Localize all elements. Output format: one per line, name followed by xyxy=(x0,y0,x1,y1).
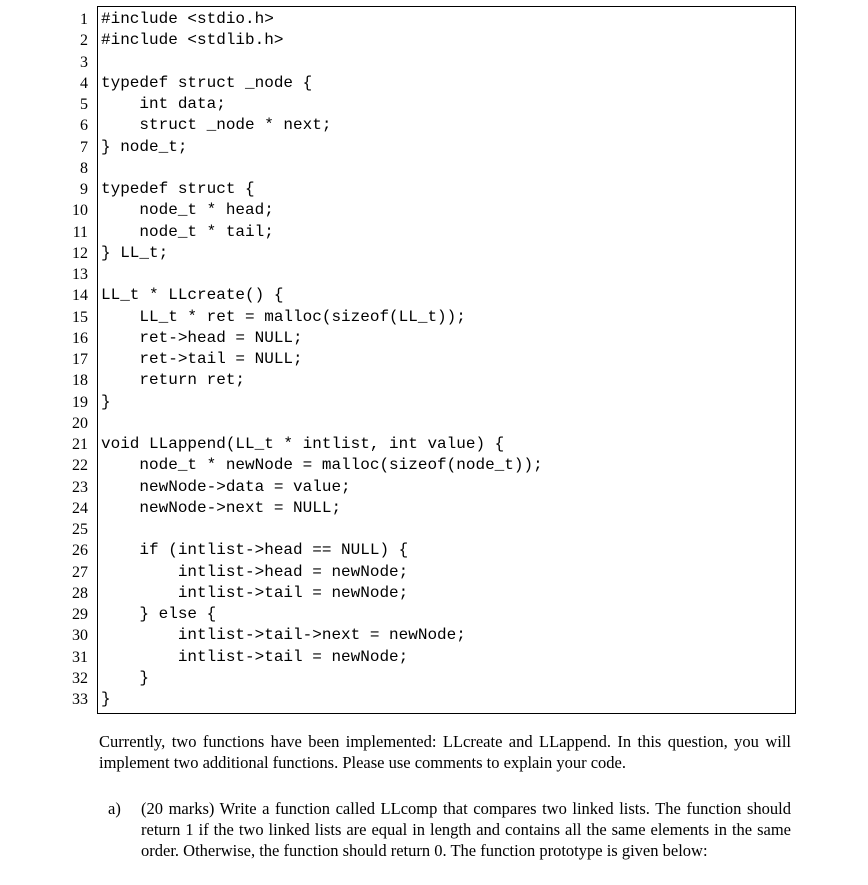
line-number: 28 xyxy=(72,584,88,602)
code-line: node_t * head; xyxy=(101,201,274,220)
line-number: 15 xyxy=(72,308,88,326)
code-line: intlist->tail = newNode; xyxy=(101,647,409,666)
line-number: 25 xyxy=(72,521,88,538)
code-line: newNode->data = value; xyxy=(101,477,351,496)
code-line: #include <stdlib.h> xyxy=(101,31,284,50)
line-number: 21 xyxy=(72,436,88,453)
code-line: } node_t; xyxy=(101,137,188,156)
code-line: LL_t * ret = malloc(sizeof(LL_t)); xyxy=(101,307,466,326)
line-number: 30 xyxy=(72,627,88,645)
code-line xyxy=(101,519,543,540)
code-line: intlist->head = newNode; xyxy=(101,562,409,581)
line-number: 32 xyxy=(72,669,88,687)
line-number: 3 xyxy=(80,53,88,71)
line-number: 14 xyxy=(72,287,88,305)
line-number: 16 xyxy=(72,329,88,347)
line-number: 12 xyxy=(72,244,88,262)
code-listing xyxy=(101,9,543,710)
code-line: newNode->next = NULL; xyxy=(101,498,342,517)
line-number: 2 xyxy=(80,32,88,50)
code-line xyxy=(101,52,543,73)
code-line: } xyxy=(101,690,111,708)
line-number: 4 xyxy=(80,74,88,92)
line-number: 20 xyxy=(72,414,88,432)
code-line: LL_t * LLcreate() { xyxy=(101,286,284,305)
line-number: 19 xyxy=(72,393,88,411)
code-line: return ret; xyxy=(101,371,246,390)
code-line: int data; xyxy=(101,95,226,113)
question-a xyxy=(108,798,791,861)
code-line: ret->head = NULL; xyxy=(101,328,303,347)
line-number: 10 xyxy=(72,202,88,220)
line-number: 18 xyxy=(72,372,88,390)
code-line: if (intlist->head == NULL) { xyxy=(101,541,409,560)
code-line: } xyxy=(101,668,150,687)
question-a-label: a) xyxy=(108,799,121,818)
code-line xyxy=(101,413,543,434)
code-line: intlist->tail = newNode; xyxy=(101,583,409,602)
line-number: 29 xyxy=(72,606,88,623)
code-line: typedef struct _node { xyxy=(101,73,313,92)
code-line: node_t * newNode = malloc(sizeof(node_t)); xyxy=(101,456,543,475)
line-number: 31 xyxy=(72,648,88,666)
intro-paragraph: Currently, two functions have been implemented: LLcreate and LLappend. In this question, you will implement two additional functions. Please use comments to explain your code. xyxy=(99,732,791,772)
code-line: } xyxy=(101,392,111,411)
code-line: } else { xyxy=(101,605,217,623)
line-number: 26 xyxy=(72,542,88,560)
code-line: #include <stdio.h> xyxy=(101,10,274,28)
line-number: 5 xyxy=(80,96,88,113)
code-line: ret->tail = NULL; xyxy=(101,350,303,368)
line-number: 1 xyxy=(80,11,88,28)
line-number: 33 xyxy=(72,691,88,708)
line-number: 8 xyxy=(80,159,88,177)
code-line: void LLappend(LL_t * intlist, int value) { xyxy=(101,435,505,453)
line-number: 23 xyxy=(72,478,88,496)
code-line: intlist->tail->next = newNode; xyxy=(101,626,466,645)
line-number: 7 xyxy=(80,138,88,156)
line-number: 27 xyxy=(72,563,88,581)
line-number: 11 xyxy=(72,223,88,241)
line-number: 13 xyxy=(72,266,88,283)
line-number: 6 xyxy=(80,117,88,135)
code-line: } LL_t; xyxy=(101,243,169,262)
code-line: struct _node * next; xyxy=(101,116,332,135)
line-number: 17 xyxy=(72,351,88,368)
line-number: 22 xyxy=(72,457,88,475)
line-number-gutter xyxy=(0,9,88,710)
question-a-text: (20 marks) Write a function called LLcomp that compares two linked lists. The function should return 1 if the two linked lists are equal in length and contains all the same elements in the same order. Otherwise, the function should return 0. The function prototype is given below: xyxy=(141,799,791,860)
code-line: node_t * tail; xyxy=(101,222,274,241)
line-number: 9 xyxy=(80,181,88,198)
code-line: typedef struct { xyxy=(101,180,255,198)
line-number: 24 xyxy=(72,499,88,517)
code-line xyxy=(101,158,543,179)
code-line xyxy=(101,264,543,285)
